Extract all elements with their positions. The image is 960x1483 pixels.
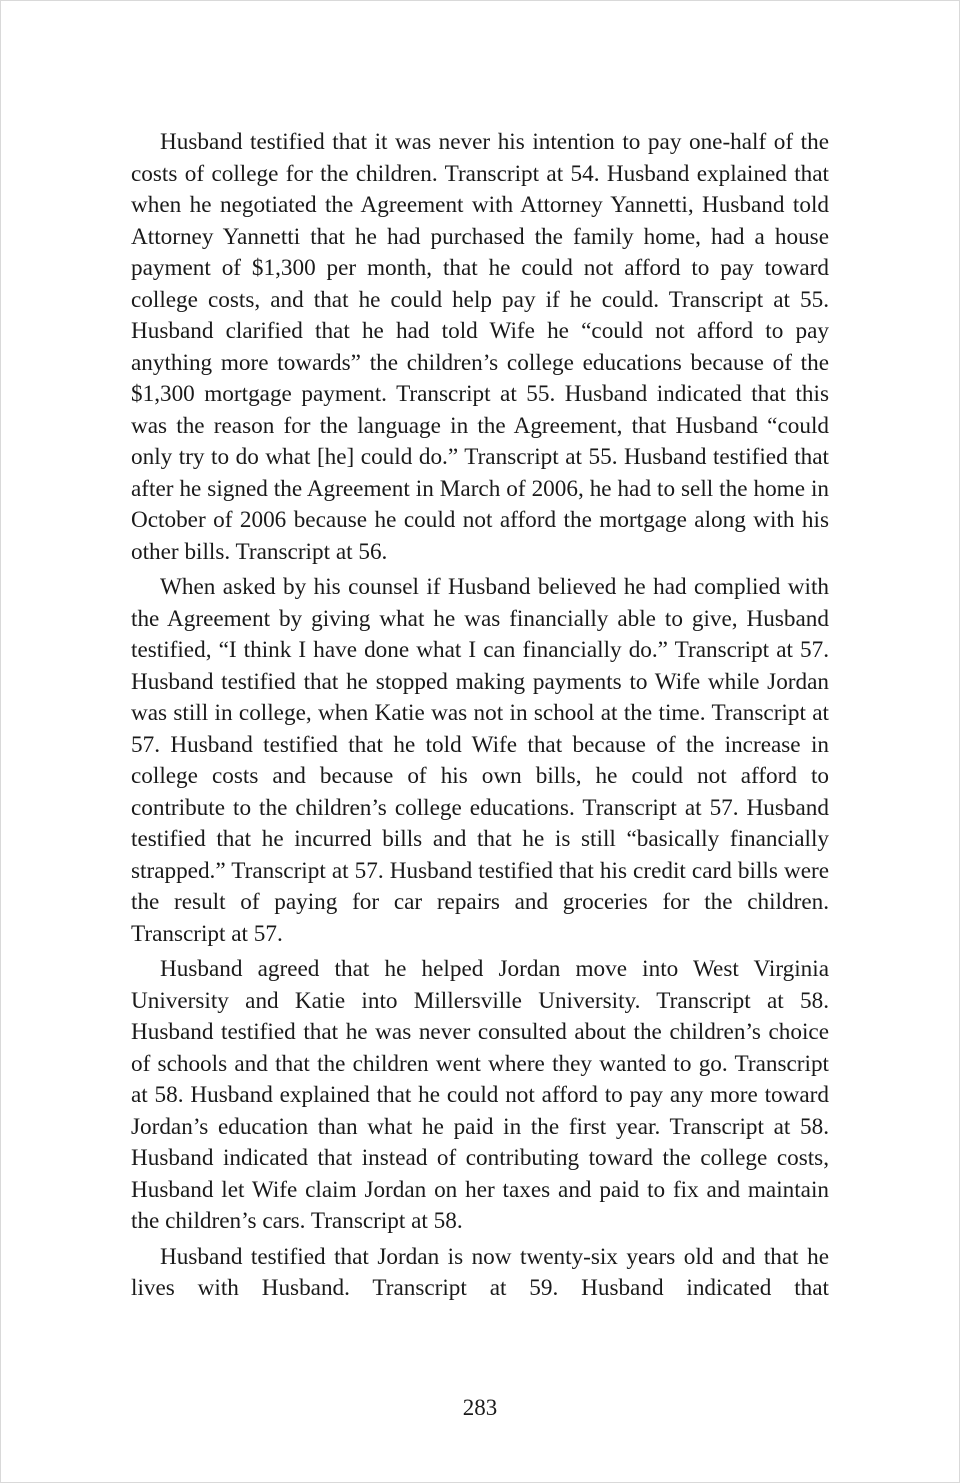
body-text bbox=[131, 127, 829, 1305]
paragraph-1: Husband testified that it was never his intention to pay one-half of the costs of college for the children. Transcript at 54. Husband explained that when he negotiated the Agreement with Attorney Yannetti, Husband told Attorney Yannetti that he had purchased the family home, had a house payment of $1,300 per month, that he could not afford to pay toward college costs, and that he could help pay if he could. Transcript at 55. Husband clarified that he had told Wife he “could not afford to pay anything more towards” the children’s college educations because of the $1,300 mortgage payment. Transcript at 55. Husband indicated that this was the reason for the language in the Agreement, that Husband “could only try to do what [he] could do.” Transcript at 55. Husband testified that after he signed the Agreement in March of 2006, he had to sell the home in October of 2006 because he could not afford the mortgage along with his other bills. Transcript at 56. bbox=[131, 129, 829, 565]
paragraph-4: Husband testified that Jordan is now twenty-six years old and that he lives with Husband. Transcript at 59. Husband indicated that bbox=[131, 1243, 829, 1301]
page-number: 283 bbox=[462, 1395, 498, 1420]
paragraph-3: Husband agreed that he helped Jordan move into West Virginia University and Katie into Millersville University. Transcript at 58. Husband testified that he was never consulted about the children’s choice of schools and that the children went where they wanted to go. Transcript at 58. Husband explained that he could not afford to pay any more toward Jordan’s education than what he paid in the first year. Transcript at 58. Husband indicated that instead of contributing toward the college costs, Husband let Wife claim Jordan on her taxes and paid to fix and maintain the children’s cars. Transcript at 58. bbox=[131, 956, 829, 1234]
paragraph-2: When asked by his counsel if Husband believed he had complied with the Agreement by giving what he was financially able to give, Husband testified, “I think I have done what I can financially do.” Transcript at 57. Husband testified that he stopped making payments to Wife while Jordan was still in college, when Katie was not in school at the time. Transcript at 57. Husband testified that he told Wife that because of the increase in college costs and because of his own bills, he could not afford to contribute to the children’s college educations. Transcript at 57. Husband testified that he incurred bills and that he is still “basically financially strapped.” Transcript at 57. Husband testified that his credit card bills were the result of paying for car repairs and groceries for the children. Transcript at 57. bbox=[131, 574, 829, 947]
